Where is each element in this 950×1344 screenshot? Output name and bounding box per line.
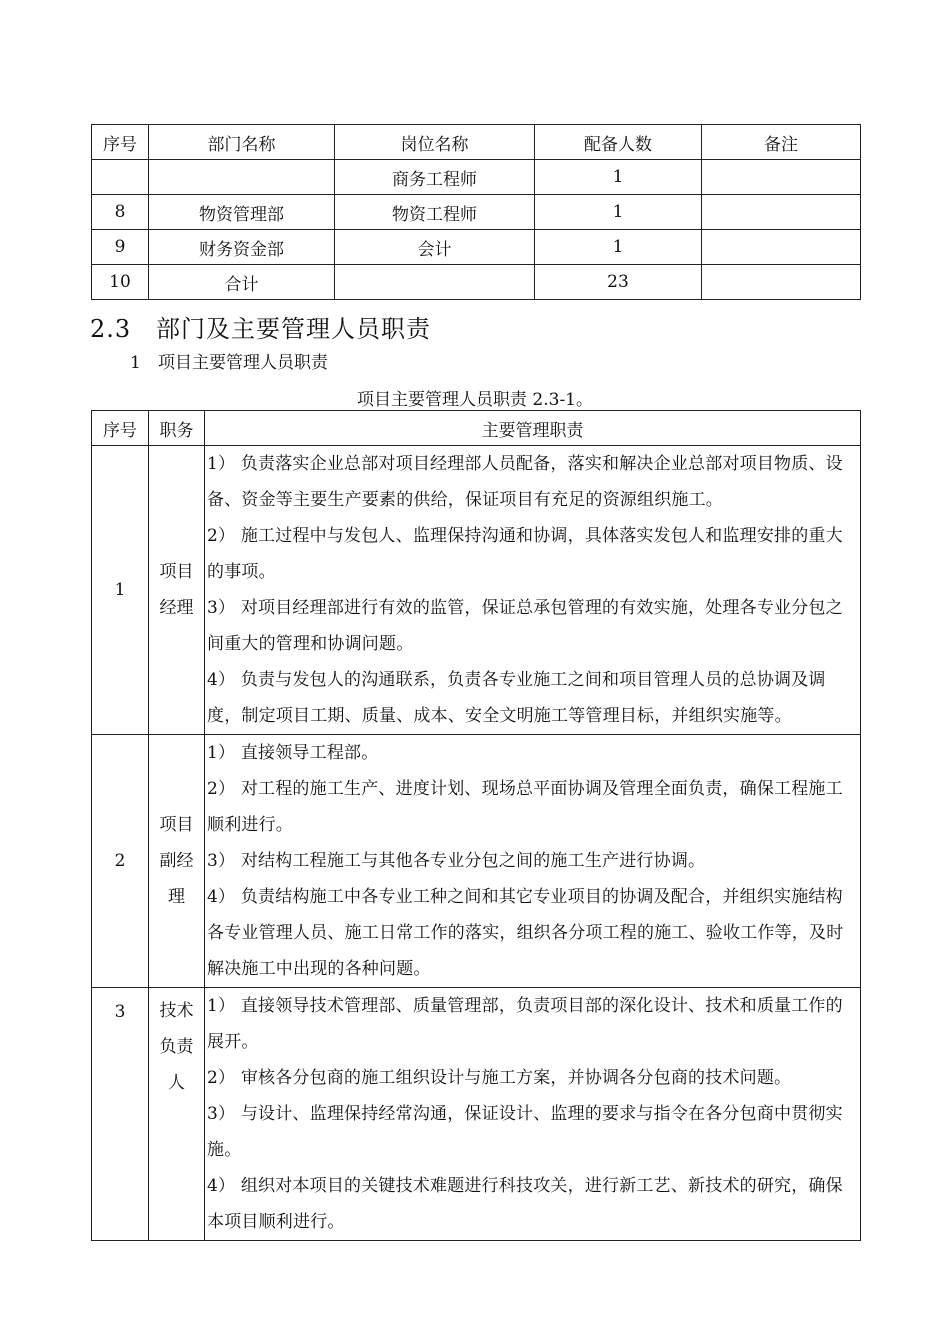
cell-note bbox=[702, 230, 861, 265]
header-note: 备注 bbox=[702, 125, 861, 160]
header-count: 配备人数 bbox=[535, 125, 702, 160]
duty-item: 4） 负责与发包人的沟通联系，负责各专业施工之间和项目管理人员的总协调及调度，制定项目工期、质量、成本、安全文明施工等管理目标，并组织实施等。 bbox=[207, 670, 826, 726]
duty-item: 1） 直接领导技术管理部、质量管理部，负责项目部的深化设计、技术和质量工作的展开。 bbox=[207, 996, 843, 1052]
cell-duties bbox=[205, 735, 861, 988]
table-row bbox=[92, 195, 861, 230]
duty-item: 4） 负责结构施工中各专业工种之间和其它专业项目的协调及配合，并组织实施结构各专业管理人员、施工日常工作的落实，组织各分项工程的施工、验收工作等，及时解决施工中出现的各种问题。 bbox=[207, 887, 844, 979]
duties-table bbox=[91, 410, 861, 1241]
duty-item: 2） 审核各分包商的施工组织设计与施工方案，并协调各分包商的技术问题。 bbox=[207, 1068, 792, 1088]
cell-note bbox=[702, 160, 861, 195]
cell-role bbox=[149, 988, 205, 1241]
header-post: 岗位名称 bbox=[335, 125, 535, 160]
table-row bbox=[92, 265, 861, 300]
role-line: 人 bbox=[168, 1073, 185, 1093]
section-heading bbox=[90, 309, 431, 344]
duty-item: 3） 与设计、监理保持经常沟通，保证设计、监理的要求与指令在各分包商中贯彻实施。 bbox=[207, 1104, 843, 1160]
cell-seq: 8 bbox=[92, 195, 149, 230]
role-line: 项目 bbox=[159, 562, 194, 582]
cell-note bbox=[702, 195, 861, 230]
role-line: 负责 bbox=[159, 1037, 194, 1057]
cell-duties bbox=[205, 446, 861, 735]
table-row bbox=[92, 160, 861, 195]
duty-item: 3） 对项目经理部进行有效的监管，保证总承包管理的有效实施，处理各专业分包之间重大的管理和协调问题。 bbox=[207, 598, 843, 654]
cell-count: 1 bbox=[535, 195, 702, 230]
duty-item: 2） 对工程的施工生产、进度计划、现场总平面协调及管理全面负责，确保工程施工顺利进行。 bbox=[207, 779, 843, 835]
header-duties: 主要管理职责 bbox=[205, 411, 861, 446]
cell-count: 1 bbox=[535, 230, 702, 265]
header-role: 职务 bbox=[149, 411, 205, 446]
duty-item: 2） 施工过程中与发包人、监理保持沟通和协调，具体落实发包人和监理安排的重大的事项。 bbox=[207, 526, 843, 582]
header-seq: 序号 bbox=[92, 125, 149, 160]
staffing-header-row bbox=[92, 125, 861, 160]
cell-post: 物资工程师 bbox=[335, 195, 535, 230]
staffing-table bbox=[91, 124, 861, 300]
cell-role bbox=[149, 735, 205, 988]
cell-seq: 9 bbox=[92, 230, 149, 265]
cell-dept: 物资管理部 bbox=[149, 195, 335, 230]
cell-post bbox=[335, 265, 535, 300]
duties-header-row bbox=[92, 411, 861, 446]
subsection-heading bbox=[130, 348, 328, 373]
table-row bbox=[92, 446, 861, 735]
cell-seq bbox=[92, 160, 149, 195]
role-line: 技术 bbox=[159, 1001, 194, 1021]
cell-seq: 10 bbox=[92, 265, 149, 300]
cell-duties bbox=[205, 988, 861, 1241]
subsection-number: 1 bbox=[130, 353, 141, 373]
duty-item: 3） 对结构工程施工与其他各专业分包之间的施工生产进行协调。 bbox=[207, 851, 706, 871]
duty-item: 1） 负责落实企业总部对项目经理部人员配备，落实和解决企业总部对项目物质、设备、资金等主要生产要素的供给，保证项目有充足的资源组织施工。 bbox=[207, 454, 843, 510]
table-row bbox=[92, 988, 861, 1241]
cell-count: 23 bbox=[535, 265, 702, 300]
role-line: 项目 bbox=[159, 815, 194, 835]
cell-seq: 3 bbox=[92, 988, 149, 1241]
section-number: 2.3 bbox=[90, 315, 132, 343]
role-line: 副经 bbox=[159, 851, 194, 871]
cell-dept: 财务资金部 bbox=[149, 230, 335, 265]
cell-role bbox=[149, 446, 205, 735]
cell-dept: 合计 bbox=[149, 265, 335, 300]
cell-dept bbox=[149, 160, 335, 195]
cell-count: 1 bbox=[535, 160, 702, 195]
role-line: 经理 bbox=[159, 598, 194, 618]
cell-note bbox=[702, 265, 861, 300]
header-dept: 部门名称 bbox=[149, 125, 335, 160]
table-row bbox=[92, 735, 861, 988]
duty-item: 4） 组织对本项目的关键技术难题进行科技攻关，进行新工艺、新技术的研究，确保本项目顺利进行。 bbox=[207, 1176, 843, 1232]
header-seq: 序号 bbox=[92, 411, 149, 446]
table-caption: 项目主要管理人员职责 2.3-1。 bbox=[357, 390, 593, 410]
section-title: 部门及主要管理人员职责 bbox=[156, 315, 431, 343]
cell-seq: 1 bbox=[92, 446, 149, 735]
cell-post: 商务工程师 bbox=[335, 160, 535, 195]
cell-post: 会计 bbox=[335, 230, 535, 265]
duty-item: 1） 直接领导工程部。 bbox=[207, 743, 379, 763]
subsection-title: 项目主要管理人员职责 bbox=[158, 353, 328, 373]
role-line: 理 bbox=[168, 887, 185, 907]
table-row bbox=[92, 230, 861, 265]
cell-seq: 2 bbox=[92, 735, 149, 988]
